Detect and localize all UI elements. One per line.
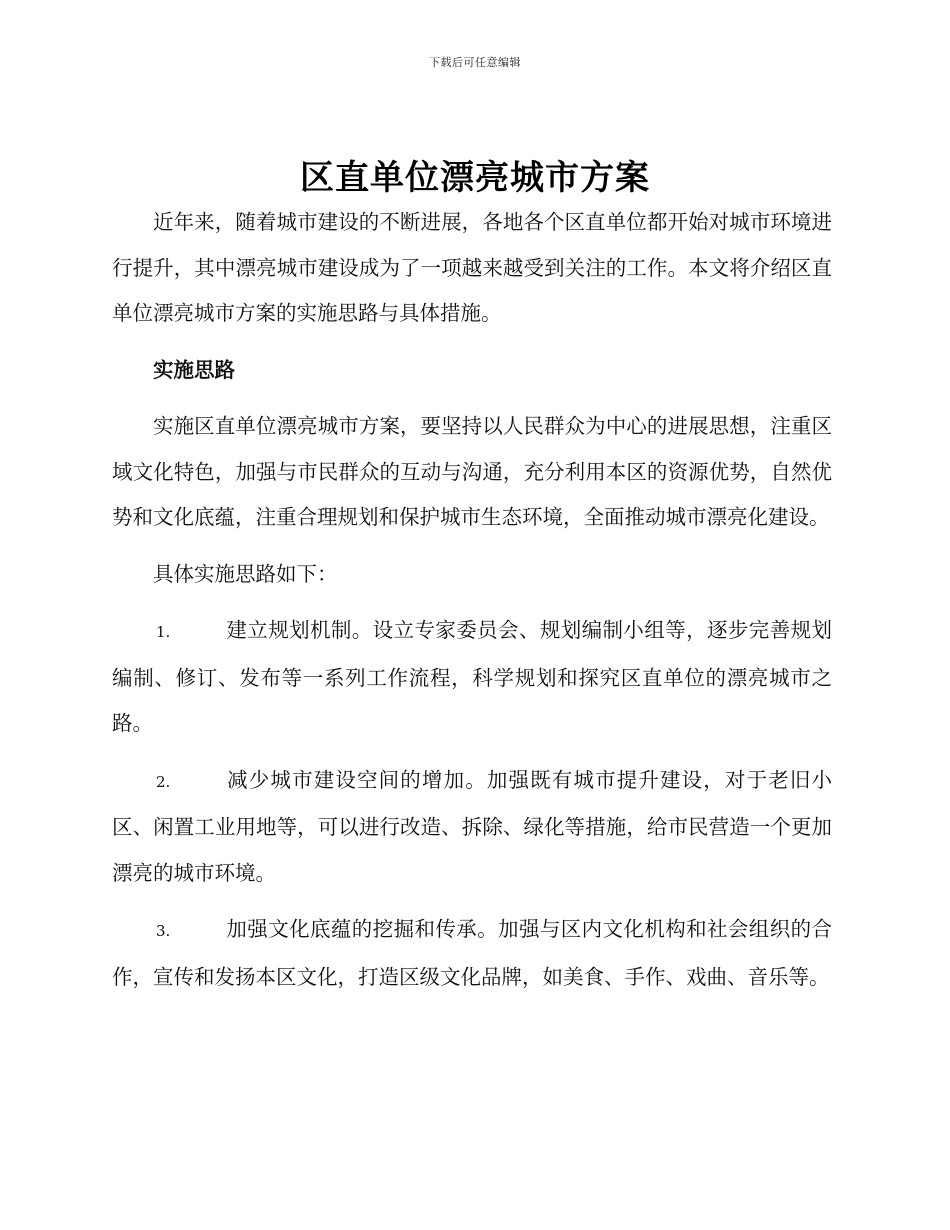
list-item-text: 建立规划机制。设立专家委员会、规划编制小组等，逐步完善规划编制、修订、发布等一系列工作流程，科学规划和探究区直单位的漂亮城市之路。 (112, 618, 832, 735)
section-heading: 实施思路 (153, 357, 235, 382)
document-title: 区直单位漂亮城市方案 (300, 158, 650, 198)
list-number: 3. (156, 922, 171, 940)
header-note: 下载后可任意编辑 (429, 56, 521, 69)
paragraph-spacer (112, 597, 832, 608)
list-item-text: 减少城市建设空间的增加。加强既有城市提升建设，对于老旧小区、闲置工业用地等，可以进行改造、拆除、绿化等措施，给市民营造一个更加漂亮的城市环境。 (112, 767, 832, 885)
list-item-3 (112, 907, 832, 1000)
intro-paragraph: 近年来，随着城市建设的不断进展，各地各个区直单位都开始对城市环境进行提升，其中漂亮城市建设成为了一项越来越受到关注的工作。本文将介绍区直单位漂亮城市方案的实施思路与具体措施。 (112, 210, 832, 325)
paragraph-spacer (112, 896, 832, 907)
document-body (112, 200, 832, 1000)
list-number: 2. (156, 772, 171, 791)
section-paragraph: 实施区直单位漂亮城市方案，要坚持以人民群众为中心的进展思想，注重区域文化特色，加强与市民群众的互动与沟通，充分利用本区的资源优势，自然优势和文化底蕴，注重合理规划和保护城市生态环境，全面推动城市漂亮化建设。 (112, 414, 832, 529)
paragraph-spacer (112, 541, 832, 552)
list-item-2 (112, 758, 832, 897)
list-lead: 具体实施思路如下： (153, 561, 338, 586)
paragraph-spacer (112, 747, 832, 758)
list-number: 1. (156, 623, 171, 641)
list-item-text: 加强文化底蕴的挖掘和传承。加强与区内文化机构和社会组织的合作，宣传和发扬本区文化，打造区级文化品牌，如美食、手作、戏曲、音乐等。 (112, 917, 832, 989)
list-item-1 (112, 608, 832, 747)
